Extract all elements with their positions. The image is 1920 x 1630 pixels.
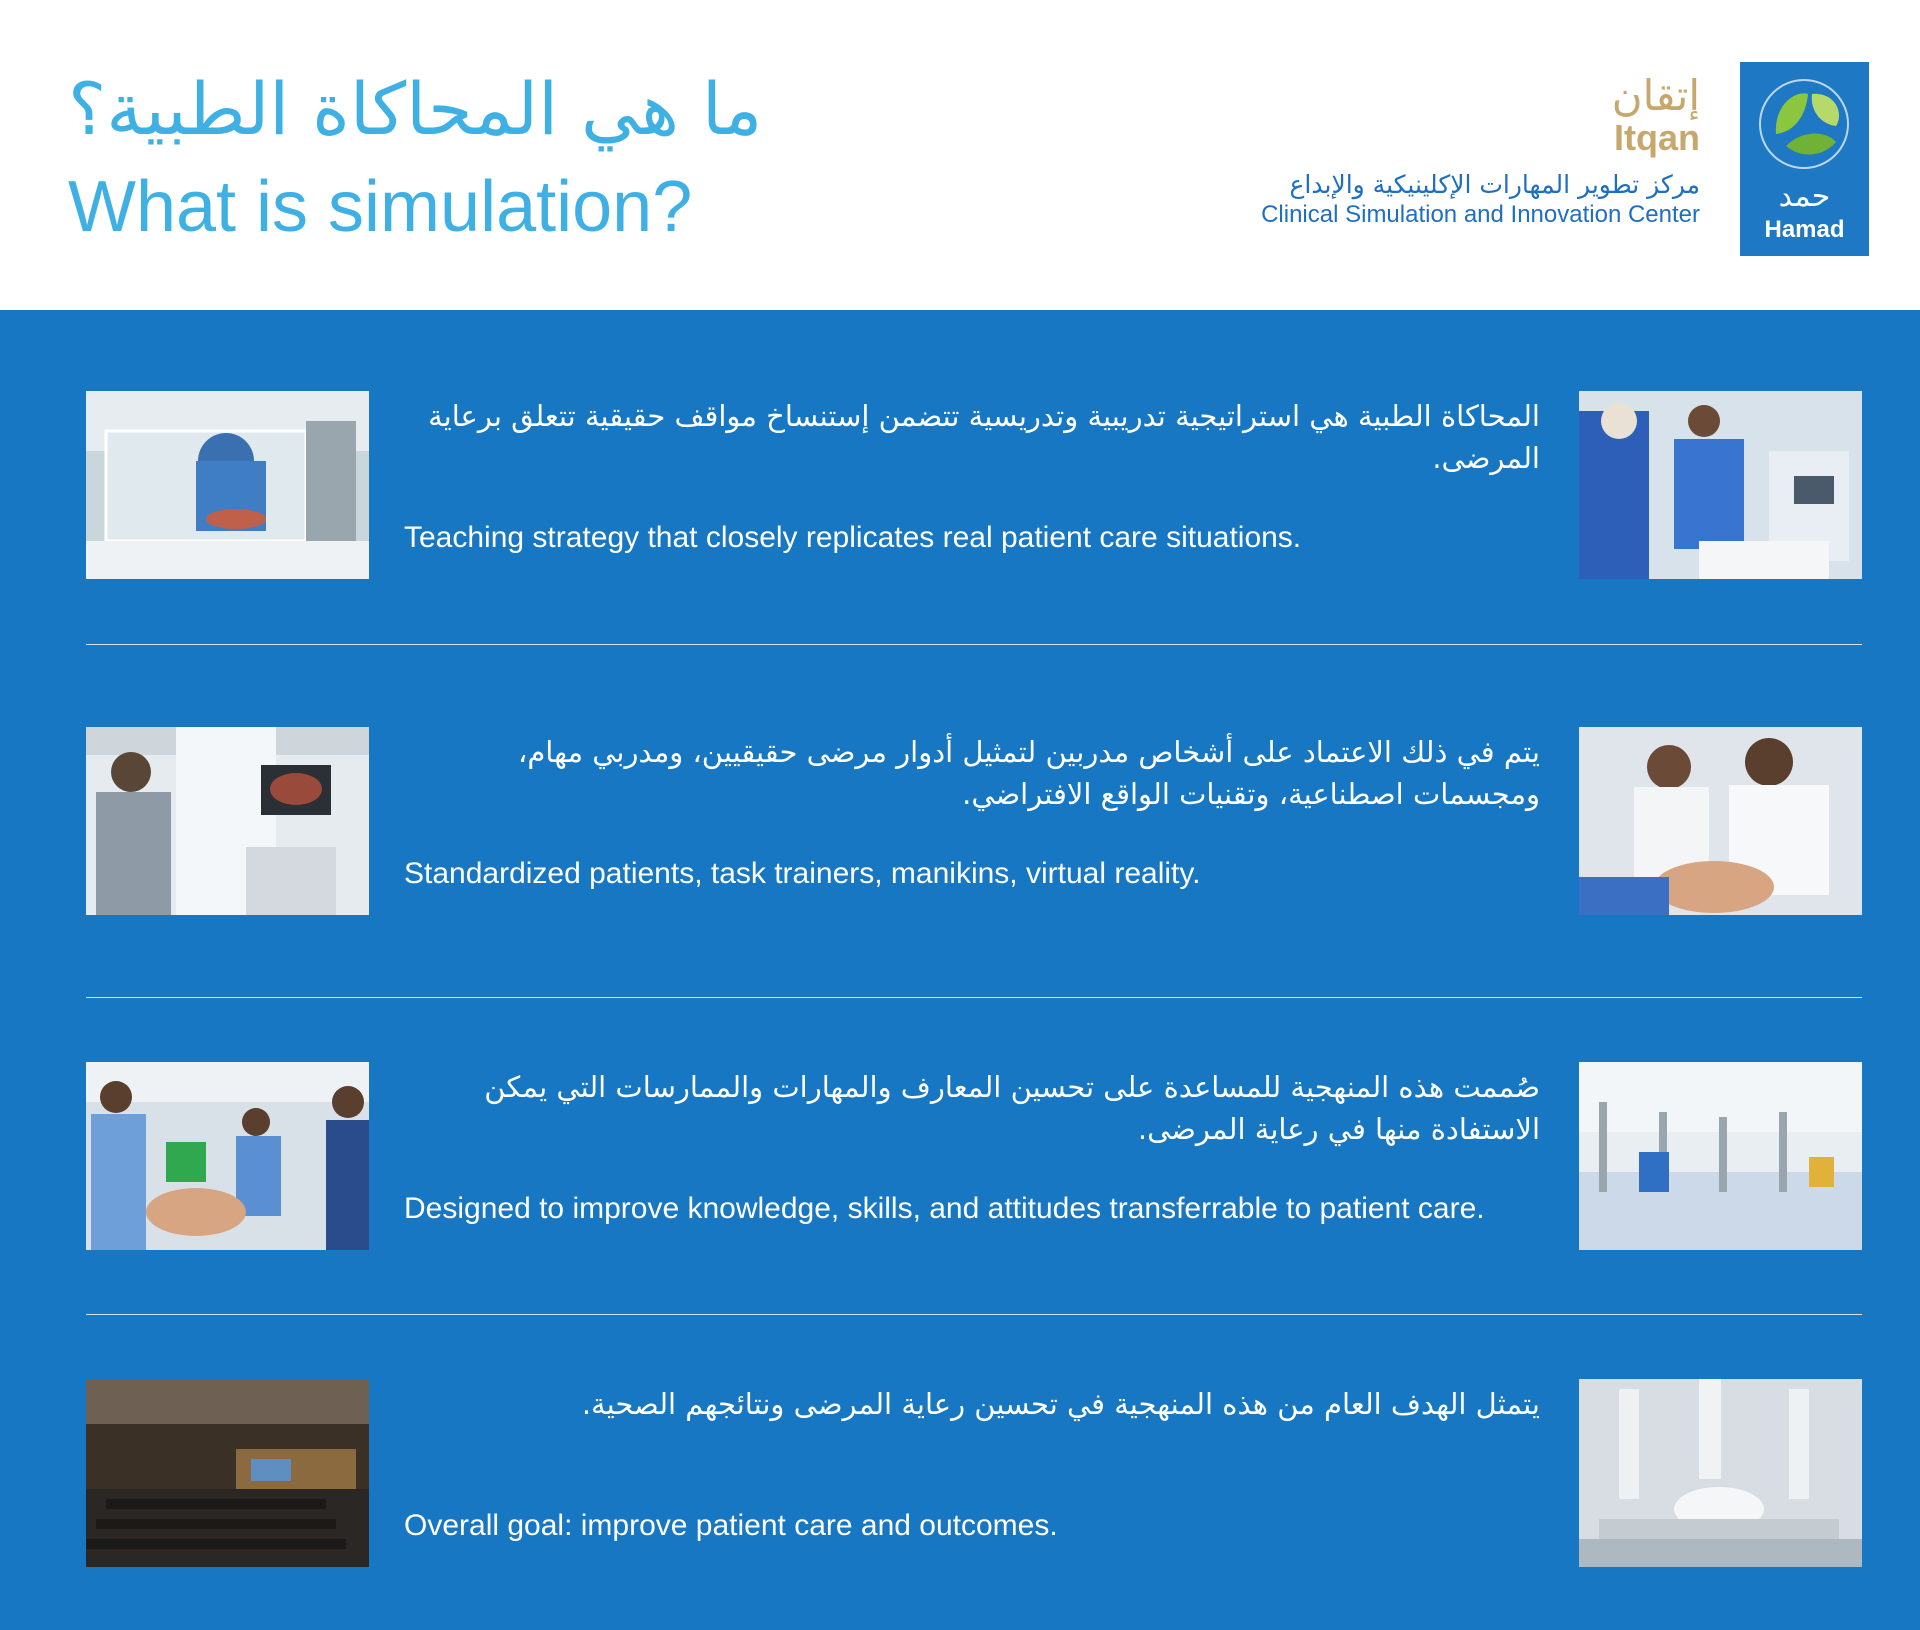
row-text-english: Teaching strategy that closely replicates real patient care situations.: [404, 521, 1302, 554]
brand-name-english: Itqan: [1614, 117, 1700, 159]
row-divider: [86, 1314, 1862, 1315]
row-text-english: Overall goal: improve patient care and outcomes.: [404, 1509, 1058, 1542]
row-divider: [86, 644, 1862, 645]
row-text-arabic: يتم في ذلك الاعتماد على أشخاص مدربين لتمثيل أدوار مرضى حقيقيين، ومدربي مهام، ومجسمات اصطناعية، وتقنيات الواقع الافتراضي.: [517, 735, 1540, 812]
page-title-arabic: ما هي المحاكاة الطبية؟: [68, 67, 763, 151]
content-panel: [0, 310, 1920, 1630]
brand-name-arabic: إتقان: [1611, 71, 1700, 120]
auditorium-photo: [86, 1379, 369, 1567]
row-divider: [86, 997, 1862, 998]
logo-text-english: Hamad: [1764, 216, 1845, 243]
leaves-icon: [1756, 74, 1853, 174]
center-name-arabic: مركز تطوير المهارات الإكلينيكية والإبداع: [1289, 169, 1700, 199]
airway-management-training-photo: [1579, 391, 1862, 579]
row-text-english: Standardized patients, task trainers, manikins, virtual reality.: [404, 857, 1201, 890]
header: [0, 0, 1920, 310]
row-text-english: Designed to improve knowledge, skills, and attitudes transferrable to patient care.: [404, 1192, 1485, 1225]
operating-room-team-photo: [86, 1062, 369, 1250]
hamad-logo: [1740, 62, 1869, 256]
neonatal-incubator-training-photo: [86, 391, 369, 579]
row-text-arabic: المحاكاة الطبية هي استراتيجية تدريبية وتدريسية تتضمن إستنساخ مواقف حقيقية تتعلق برعاية المرضى.: [428, 399, 1540, 476]
page-title-english: What is simulation?: [68, 167, 693, 247]
logo-text-arabic: حمد: [1778, 179, 1831, 214]
simulation-ward-photo: [1579, 1062, 1862, 1250]
virtual-reality-simulator-photo: [86, 727, 369, 915]
row-text-arabic: صُممت هذه المنهجية للمساعدة على تحسين المعارف والمهارات والممارسات التي يمكن الاستفادة منها في رعاية المرضى.: [484, 1070, 1540, 1147]
center-name-english: Clinical Simulation and Innovation Center: [1261, 200, 1700, 228]
robotic-surgery-photo: [1579, 1379, 1862, 1567]
row-text-arabic: يتمثل الهدف العام من هذه المنهجية في تحسين رعاية المرضى ونتائجهم الصحية.: [581, 1387, 1540, 1421]
itqan-brand: [1060, 71, 1700, 230]
manikin-procedure-training-photo: [1579, 727, 1862, 915]
